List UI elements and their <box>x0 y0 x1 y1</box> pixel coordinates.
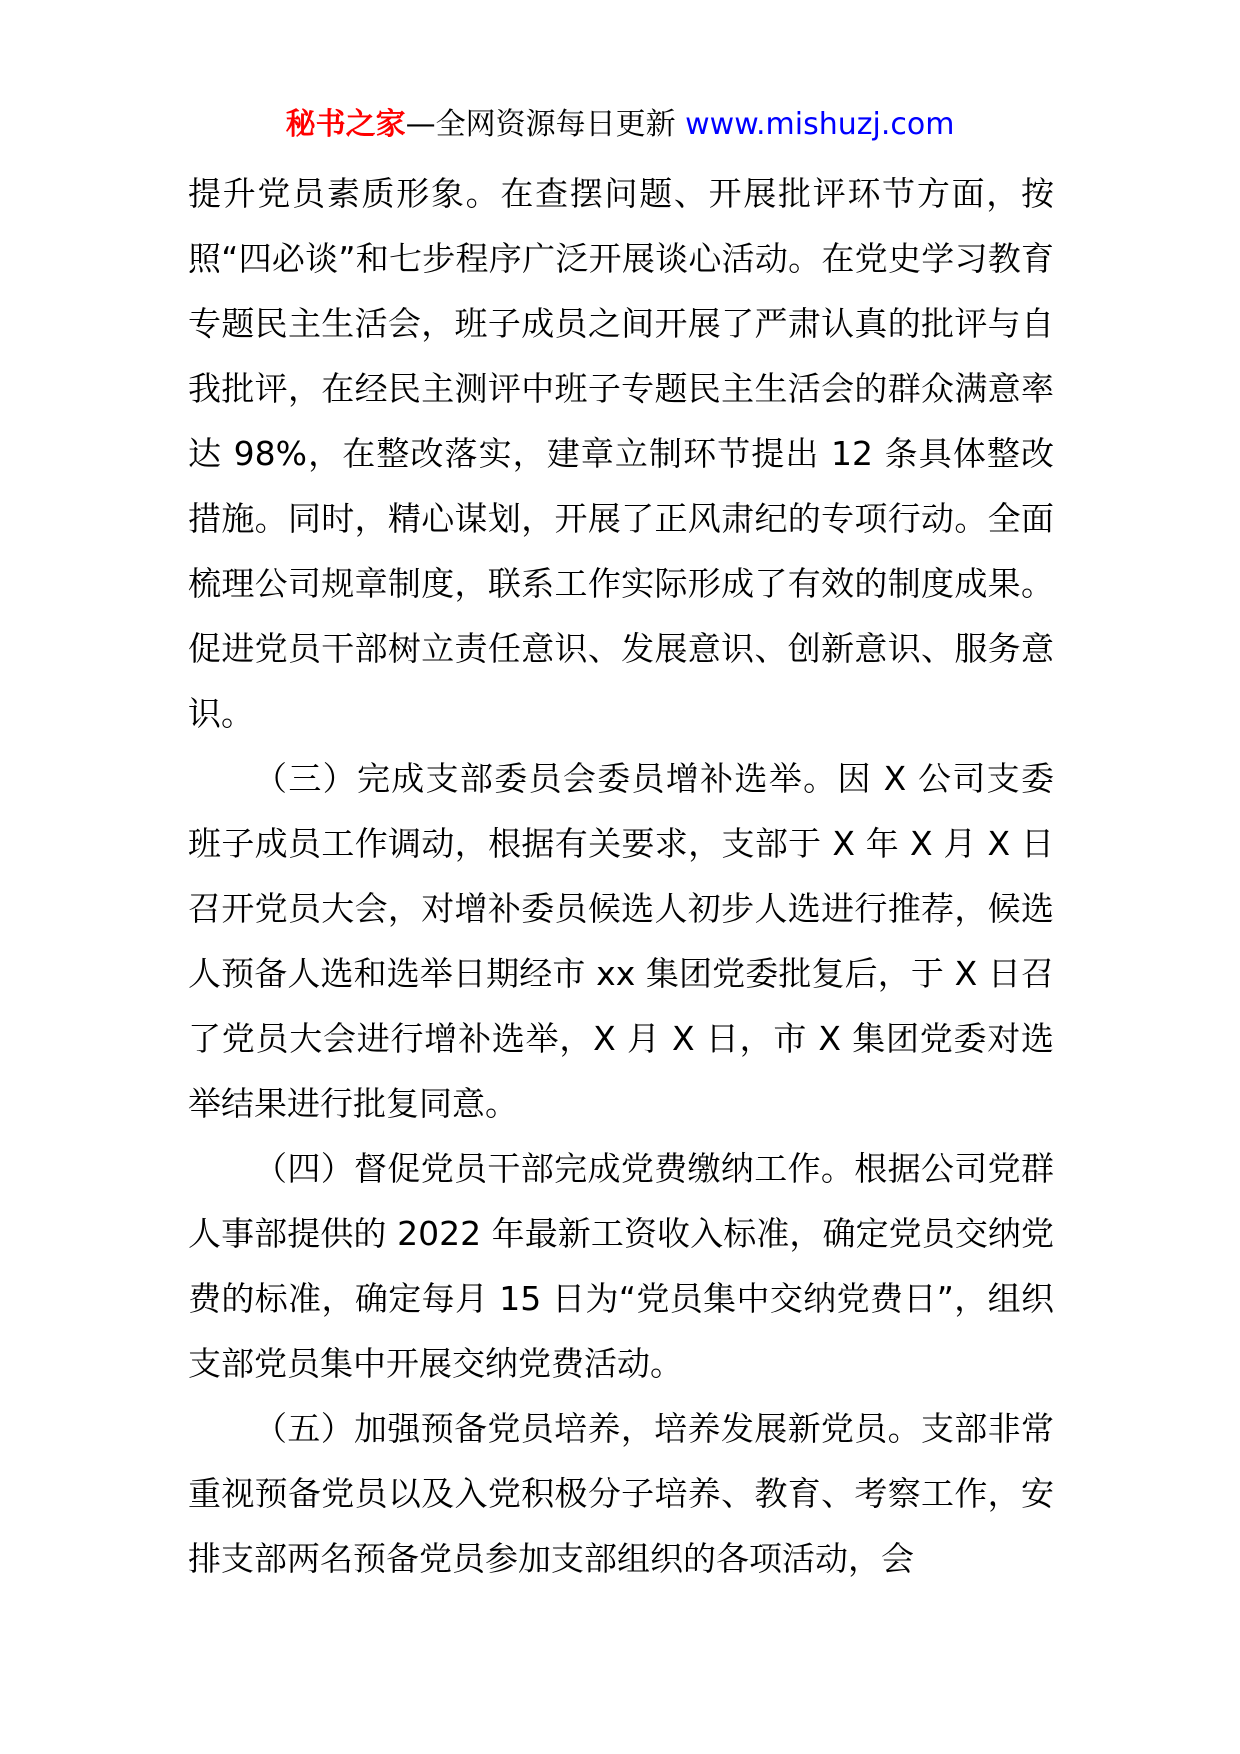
paragraph-section-4: （四）督促党员干部完成党费缴纳工作。根据公司党群人事部提供的 2022 年最新工资收入标准，确定党员交纳党费的标准，确定每月 15 日为“党员集中交纳党费日”，组织支部党员集中开展交纳党费活动。 <box>188 1149 1054 1383</box>
site-url: www.mishuzj.com <box>685 107 955 142</box>
header-tagline: —全网资源每日更新 <box>405 107 686 142</box>
document-body <box>188 161 1054 1591</box>
paragraph-section-3: （三）完成支部委员会委员增补选举。因 X 公司支委班子成员工作调动，根据有关要求，支部于 X 年 X 月 X 日召开党员大会，对增补委员候选人初步人选进行推荐，候选人预备人选和选举日期经市 xx 集团党委批复后，于 X 日召了党员大会进行增补选举，X 月 X 日，市 X 集团党委对选举结果进行批复同意。 <box>188 759 1054 1123</box>
brand-name: 秘书之家 <box>285 107 406 142</box>
watermark-header <box>0 104 1240 146</box>
paragraph-section-5: （五）加强预备党员培养，培养发展新党员。支部非常重视预备党员以及入党积极分子培养、教育、考察工作，安排支部两名预备党员参加支部组织的各项活动，会 <box>188 1409 1054 1578</box>
paragraph-continued: 提升党员素质形象。在查摆问题、开展批评环节方面，按照“四必谈”和七步程序广泛开展谈心活动。在党史学习教育专题民主生活会，班子成员之间开展了严肃认真的批评与自我批评，在经民主测评中班子专题民主生活会的群众满意率达 98%，在整改落实，建章立制环节提出 12 条具体整改措施。同时，精心谋划，开展了正风肃纪的专项行动。全面梳理公司规章制度，联系工作实际形成了有效的制度成果。促进党员干部树立责任意识、发展意识、创新意识、服务意识。 <box>188 174 1054 733</box>
